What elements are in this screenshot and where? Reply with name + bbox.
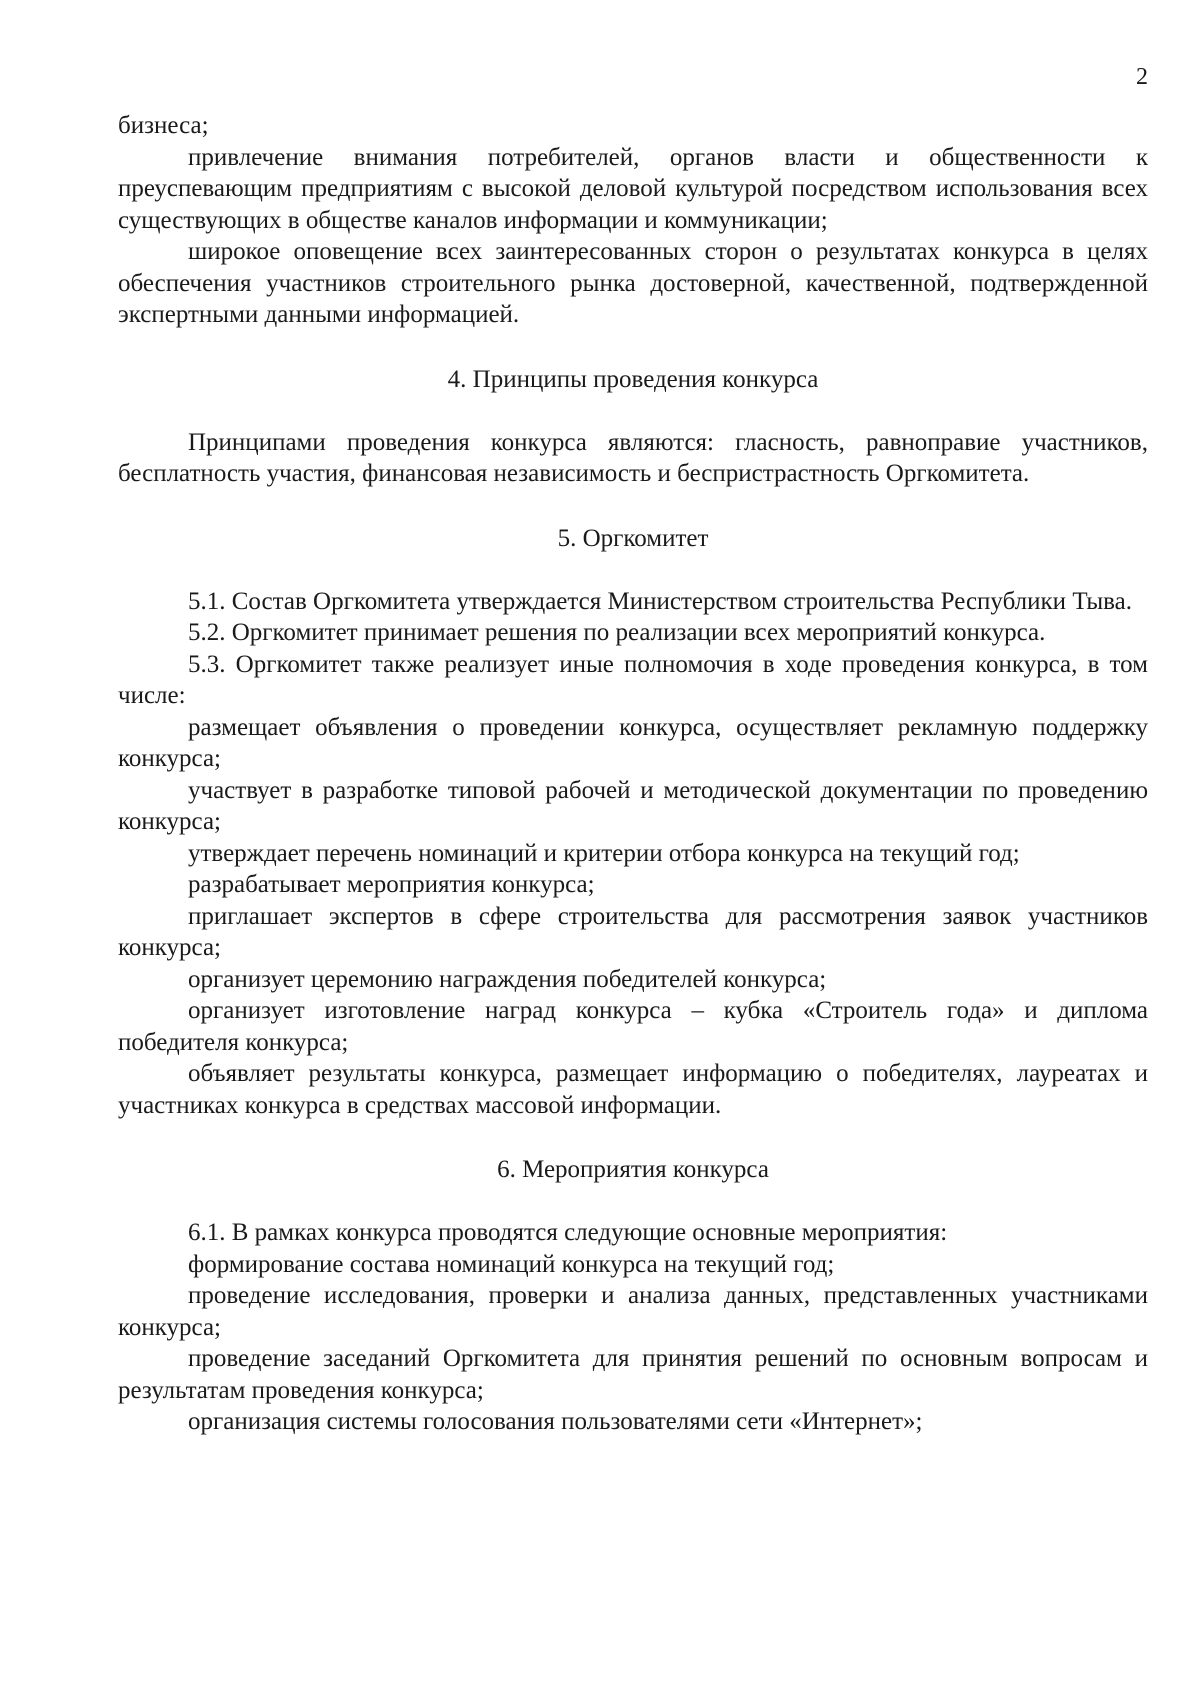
activity-item: формирование состава номинаций конкурса на текущий год;	[188, 1250, 835, 1278]
document-body	[118, 110, 1148, 1438]
intro-continuation: бизнеса;	[118, 112, 209, 139]
duty-item: организует изготовление наград конкурса – кубка «Строитель года» и диплома победителя конкурса;	[118, 997, 1148, 1056]
clause-5-2: 5.2. Оргкомитет принимает решения по реализации всех мероприятий конкурса.	[188, 619, 1046, 646]
intro-item: привлечение внимания потребителей, органов власти и общественности к преуспевающим предприятиям с высокой деловой культурой посредством использования всех существующих в обществе каналов информации и коммуникации;	[118, 143, 1148, 234]
duty-item: утверждает перечень номинаций и критерии отбора конкурса на текущий год;	[188, 839, 1020, 867]
section-4-heading: 4. Принципы проведения конкурса	[447, 365, 819, 393]
section-6-heading: 6. Мероприятия конкурса	[497, 1156, 769, 1183]
duty-item: приглашает экспертов в сфере строительства для рассмотрения заявок участников конкурса;	[118, 902, 1148, 961]
clause-5-3: 5.3. Оргкомитет также реализует иные полномочия в ходе проведения конкурса, в том числе:	[118, 650, 1148, 709]
duty-item: участвует в разработке типовой рабочей и методической документации по проведению конкурса;	[118, 776, 1148, 835]
duty-item: разрабатывает мероприятия конкурса;	[188, 871, 595, 898]
clause-5-1: 5.1. Состав Оргкомитета утверждается Министерством строительства Республики Тыва.	[188, 587, 1132, 615]
duty-item: размещает объявления о проведении конкурса, осуществляет рекламную поддержку конкурса;	[118, 713, 1148, 772]
activity-item: проведение заседаний Оргкомитета для принятия решений по основным вопросам и результатам проведения конкурса;	[118, 1345, 1148, 1404]
activity-item: организация системы голосования пользователями сети «Интернет»;	[188, 1408, 923, 1435]
intro-item: широкое оповещение всех заинтересованных сторон о результатах конкурса в целях обеспечения участников строительного рынка достоверной, качественной, подтвержденной экспертными данными информацией.	[118, 238, 1148, 328]
page-number: 2	[1136, 64, 1148, 90]
section-5-heading: 5. Оргкомитет	[557, 524, 709, 552]
clause-6-1: 6.1. В рамках конкурса проводятся следующие основные мероприятия:	[188, 1219, 948, 1246]
duty-item: организует церемонию награждения победителей конкурса;	[188, 965, 827, 993]
section-4-paragraph: Принципами проведения конкурса являются: гласность, равноправие участников, бесплатность участия, финансовая независимость и беспристрастность Оргкомитета.	[118, 428, 1148, 487]
duty-item: объявляет результаты конкурса, размещает информацию о победителях, лауреатах и участниках конкурса в средствах массовой информации.	[118, 1060, 1148, 1119]
activity-item: проведение исследования, проверки и анализа данных, представленных участниками конкурса;	[118, 1282, 1148, 1341]
